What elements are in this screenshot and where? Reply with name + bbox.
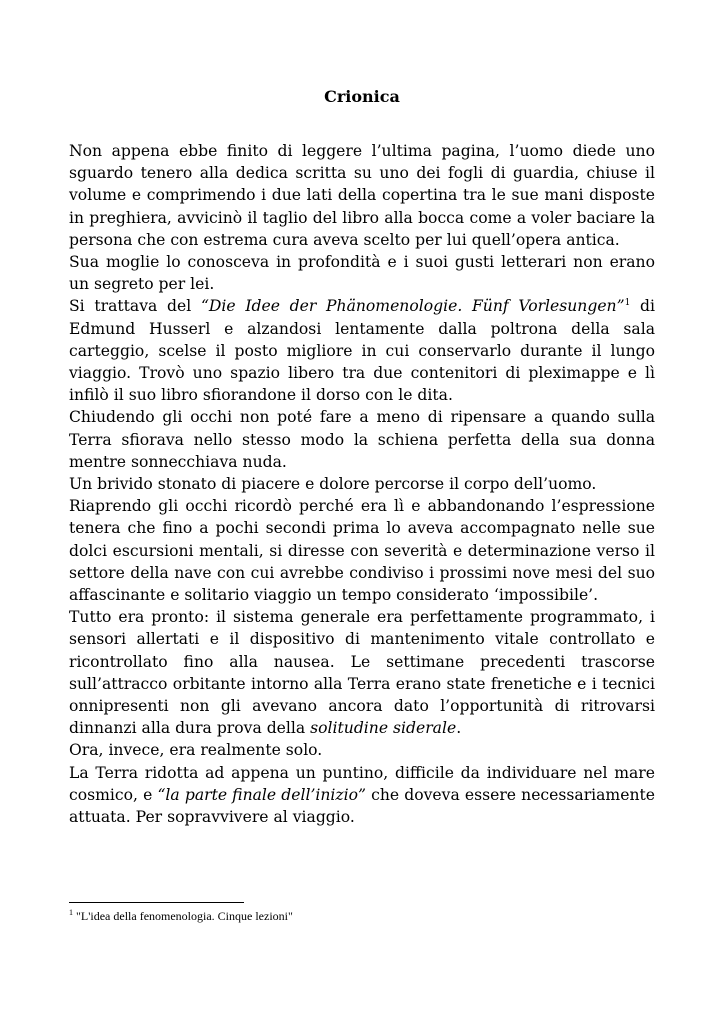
paragraph-7-text-a: Tutto era pronto: il sistema generale era perfettamente programmato, i sensori allertati e il dispositivo di mantenimento vitale controllato e ricontrollato fino alla nausea. Le settimane precedenti trascorse sull’attracco orbitante intorno alla Terra erano state frenetiche e i tecnici onnipresenti non gli avevano ancora dato l’opportunità di ritrovarsi dinnanzi alla dura prova della bbox=[69, 608, 655, 738]
paragraph-6: Riaprendo gli occhi ricordò perché era lì e abbandonando l’espressione tenera che fino a pochi secondi prima lo aveva accompagnato nelle sue dolci escursioni mentali, si diresse con severità e determinazione verso il settore della nave con cui avrebbe condiviso i prossimi nove mesi del suo affascinante e solitario viaggio un tempo considerato ‘impossibile’. bbox=[69, 497, 655, 605]
paragraph-3 bbox=[69, 295, 655, 406]
paragraph-5: Un brivido stonato di piacere e dolore percorse il corpo dell’uomo. bbox=[69, 475, 597, 494]
paragraph-9-text-a: La Terra ridotta ad appena un puntino, difficile da individuare nel mare cosmico, e bbox=[69, 763, 655, 804]
footnote bbox=[69, 908, 655, 924]
document-body bbox=[69, 140, 655, 828]
paragraph-7 bbox=[69, 606, 655, 739]
footnote-divider bbox=[69, 902, 244, 903]
paragraph-3-text-a: Si trattava del bbox=[69, 297, 201, 316]
footnote-reference: 1 bbox=[624, 298, 631, 309]
paragraph-1: Non appena ebbe finito di leggere l’ultima pagina, l’uomo diede uno sguardo tenero alla dedica scritta su uno dei fogli di guardia, chiuse il volume e comprimendo i due lati della copertina tra le sue mani disposte in preghiera, avvicinò il taglio del libro alla bocca come a voler baciare la persona che con estrema cura aveva scelto per lui quell’opera antica. bbox=[69, 142, 655, 249]
paragraph-9 bbox=[69, 762, 655, 829]
book-title-italic: “Die Idee der Phänomenologie. Fünf Vorlesungen” bbox=[200, 297, 625, 316]
solitude-italic: solitudine siderale bbox=[310, 719, 457, 738]
paragraph-9-text-b: che doveva essere necessariamente attuata. Per sopravvivere al viaggio. bbox=[69, 785, 655, 827]
footnote-marker: 1 bbox=[69, 908, 73, 917]
paragraph-3-text-b: di Edmund Husserl e alzandosi lentamente dalla poltrona della sala carteggio, scelse il posto migliore in cui conservarlo durante il lungo viaggio. Trovò uno spazio libero tra due contenitori di pleximappe e lì infilò il suo libro sfiorandone il dorso con le dita. bbox=[69, 297, 655, 405]
paragraph-8: Ora, invece, era realmente solo. bbox=[69, 741, 323, 760]
footnote-text: "L'idea della fenomenologia. Cinque lezioni" bbox=[73, 909, 293, 923]
paragraph-2: Sua moglie lo conosceva in profondità e i suoi gusti letterari non erano un segreto per lei. bbox=[69, 253, 655, 294]
paragraph-7-text-b: . bbox=[456, 719, 462, 738]
paragraph-4: Chiudendo gli occhi non poté fare a meno di ripensare a quando sulla Terra sfiorava nello stesso modo la schiena perfetta della sua donna mentre sonnecchiava nuda. bbox=[69, 408, 655, 471]
page-title: Crionica bbox=[324, 87, 400, 106]
final-part-italic: “la parte finale dell’inizio” bbox=[157, 785, 366, 804]
